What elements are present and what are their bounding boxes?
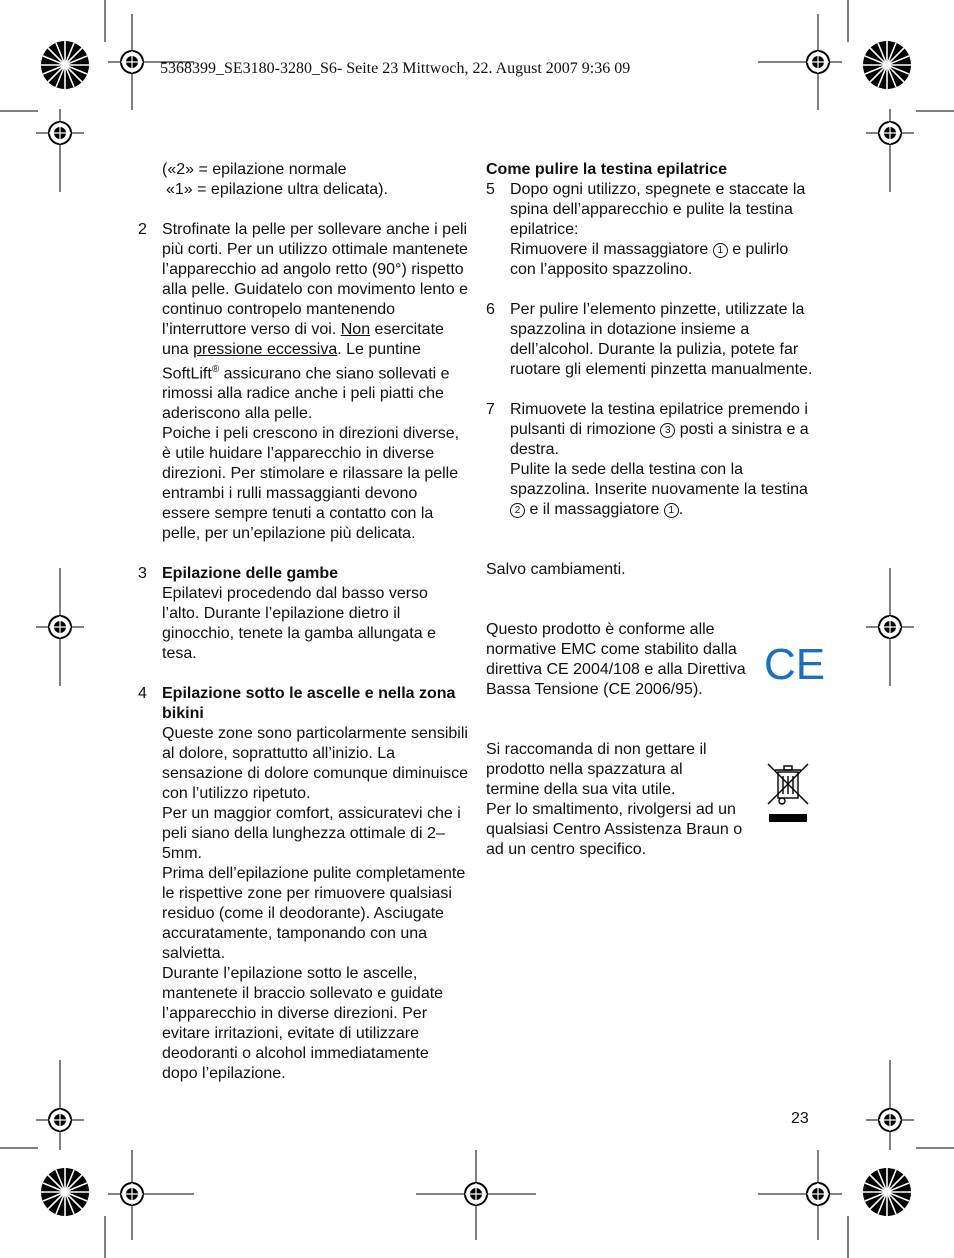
intro-line-2: «1» = epilazione ultra delicata). bbox=[166, 181, 388, 198]
callout-number: 3 bbox=[660, 423, 675, 438]
step-4-text-b: Per un maggior comfort, assicuratevi che i peli siano della lunghezza ottimale di 2–5mm. bbox=[162, 805, 461, 863]
crossed-bin-icon bbox=[766, 762, 812, 826]
step-5 bbox=[486, 180, 816, 280]
step-4-text-a: Queste zone sono particolarmente sensibili al dolore, soprattutto all’inizio. La sensazione di dolore comunque diminuisce con l’utilizzo ripetuto. bbox=[162, 725, 468, 803]
page-number: 23 bbox=[791, 1110, 809, 1127]
step-2-text-b: Poiche i peli crescono in direzioni diverse, è utile huidare l’apparecchio in diverse direzioni. Per stimolare e rilassare la pelle entrambi i rulli massaggianti devono essere sempre tenuti a contatto con la pelle, per un’epilazione più delicata. bbox=[162, 425, 460, 543]
ce-mark-icon bbox=[764, 640, 826, 689]
ce-statement: Questo prodotto è conforme alle normative EMC come stabilito dalla direttiva CE 2004/108 e alla Direttiva Bassa Tensione (CE 2006/95). bbox=[486, 621, 746, 698]
step-5-text-a: Dopo ogni utilizzo, spegnete e staccate la spina dell’apparecchio e pulite la testina epilatrice: bbox=[510, 181, 806, 238]
step-3-title: Epilazione delle gambe bbox=[162, 565, 339, 583]
callout-number: 1 bbox=[713, 243, 728, 258]
step-2 bbox=[138, 220, 468, 544]
salvo-cambiamenti: Salvo cambiamenti. bbox=[486, 561, 626, 578]
step-7-text-a: Rimuovete la testina epilatrice premendo i pulsanti di rimozione 3 posti a sinistra e a destra. bbox=[510, 401, 809, 458]
step-4-title: Epilazione sotto le ascelle e nella zona bikini bbox=[162, 685, 456, 723]
step-6 bbox=[486, 300, 816, 380]
step-number: 2 bbox=[138, 221, 147, 238]
step-6-text: Per pulire l’elemento pinzette, utilizzate la spazzolina in dotazione insieme a dell’alcohol. Durante la pulizia, potete far ruotare gli elementi pinzetta manualmente. bbox=[510, 301, 813, 378]
emphasis-pressione: pressione eccessiva bbox=[193, 341, 338, 358]
step-3-text: Epilatevi procedendo dal basso verso l’alto. Durante l’epilazione dietro il ginocchio, tenete la gamba allungata e tesa. bbox=[162, 585, 436, 663]
right-column bbox=[486, 160, 816, 860]
section-title: Come pulire la testina epilatrice bbox=[486, 161, 727, 178]
step-number: 5 bbox=[486, 181, 495, 198]
step-2-text: Strofinate la pelle per sollevare anche i peli più corti. Per un utilizzo ottimale mantenete l’apparecchio ad angolo retto (90°) rispetto alla pelle. Guidatelo con movimento lento e continuo contropelo mantenendo l’interruttore verso di voi. Non esercitate una pressione eccessiva. Le puntine SoftLift® assicurano che siano sollevati e rimossi alla radice anche i peli piatti che aderiscono alla pelle. bbox=[162, 221, 468, 423]
step-4-text-d: Durante l’epilazione sotto le ascelle, mantenete il braccio sollevato e guidate l’apparecchio in diverse direzioni. Per evitare irritazioni, evitate di utilizzare deodoranti o alcohol immediatamente dopo l’epilazione. bbox=[162, 965, 444, 1083]
svg-text:CE: CE bbox=[764, 640, 826, 689]
disposal-text-a: Si raccomanda di non gettare il prodotto nella spazzatura al termine della sua vita utile. bbox=[486, 741, 707, 798]
step-7-text-b: Pulite la sede della testina con la spazzolina. Inserite nuovamente la testina 2 e il massaggiatore 1 . bbox=[510, 461, 808, 518]
left-column bbox=[138, 160, 468, 1084]
callout-number: 1 bbox=[664, 503, 679, 518]
disposal-text-b: Per lo smaltimento, rivolgersi ad un qualsiasi Centro Assistenza Braun o ad un centro specifico. bbox=[486, 801, 743, 858]
step-number: 6 bbox=[486, 301, 495, 318]
emphasis-non: Non bbox=[340, 321, 371, 338]
print-slug: 5368399_SE3180-3280_S6- Seite 23 Mittwoch, 22. August 2007 9:36 09 bbox=[160, 60, 631, 77]
step-4-text-c: Prima dell’epilazione pulite completamente le rispettive zone per rimuovere qualsiasi residuo (come il deodorante). Asciugate accuratamente, tamponando con una salvietta. bbox=[162, 865, 466, 963]
step-4 bbox=[138, 684, 468, 1084]
step-number: 7 bbox=[486, 401, 495, 418]
intro-line-1: («2» = epilazione normale bbox=[162, 161, 347, 178]
callout-number: 2 bbox=[510, 503, 525, 518]
step-number: 4 bbox=[138, 685, 147, 703]
step-7 bbox=[486, 400, 816, 520]
step-3 bbox=[138, 564, 468, 664]
step-number: 3 bbox=[138, 565, 147, 583]
step-5-text-b: Rimuovere il massaggiatore 1 e pulirlo con l’apposito spazzolino. bbox=[510, 241, 789, 278]
